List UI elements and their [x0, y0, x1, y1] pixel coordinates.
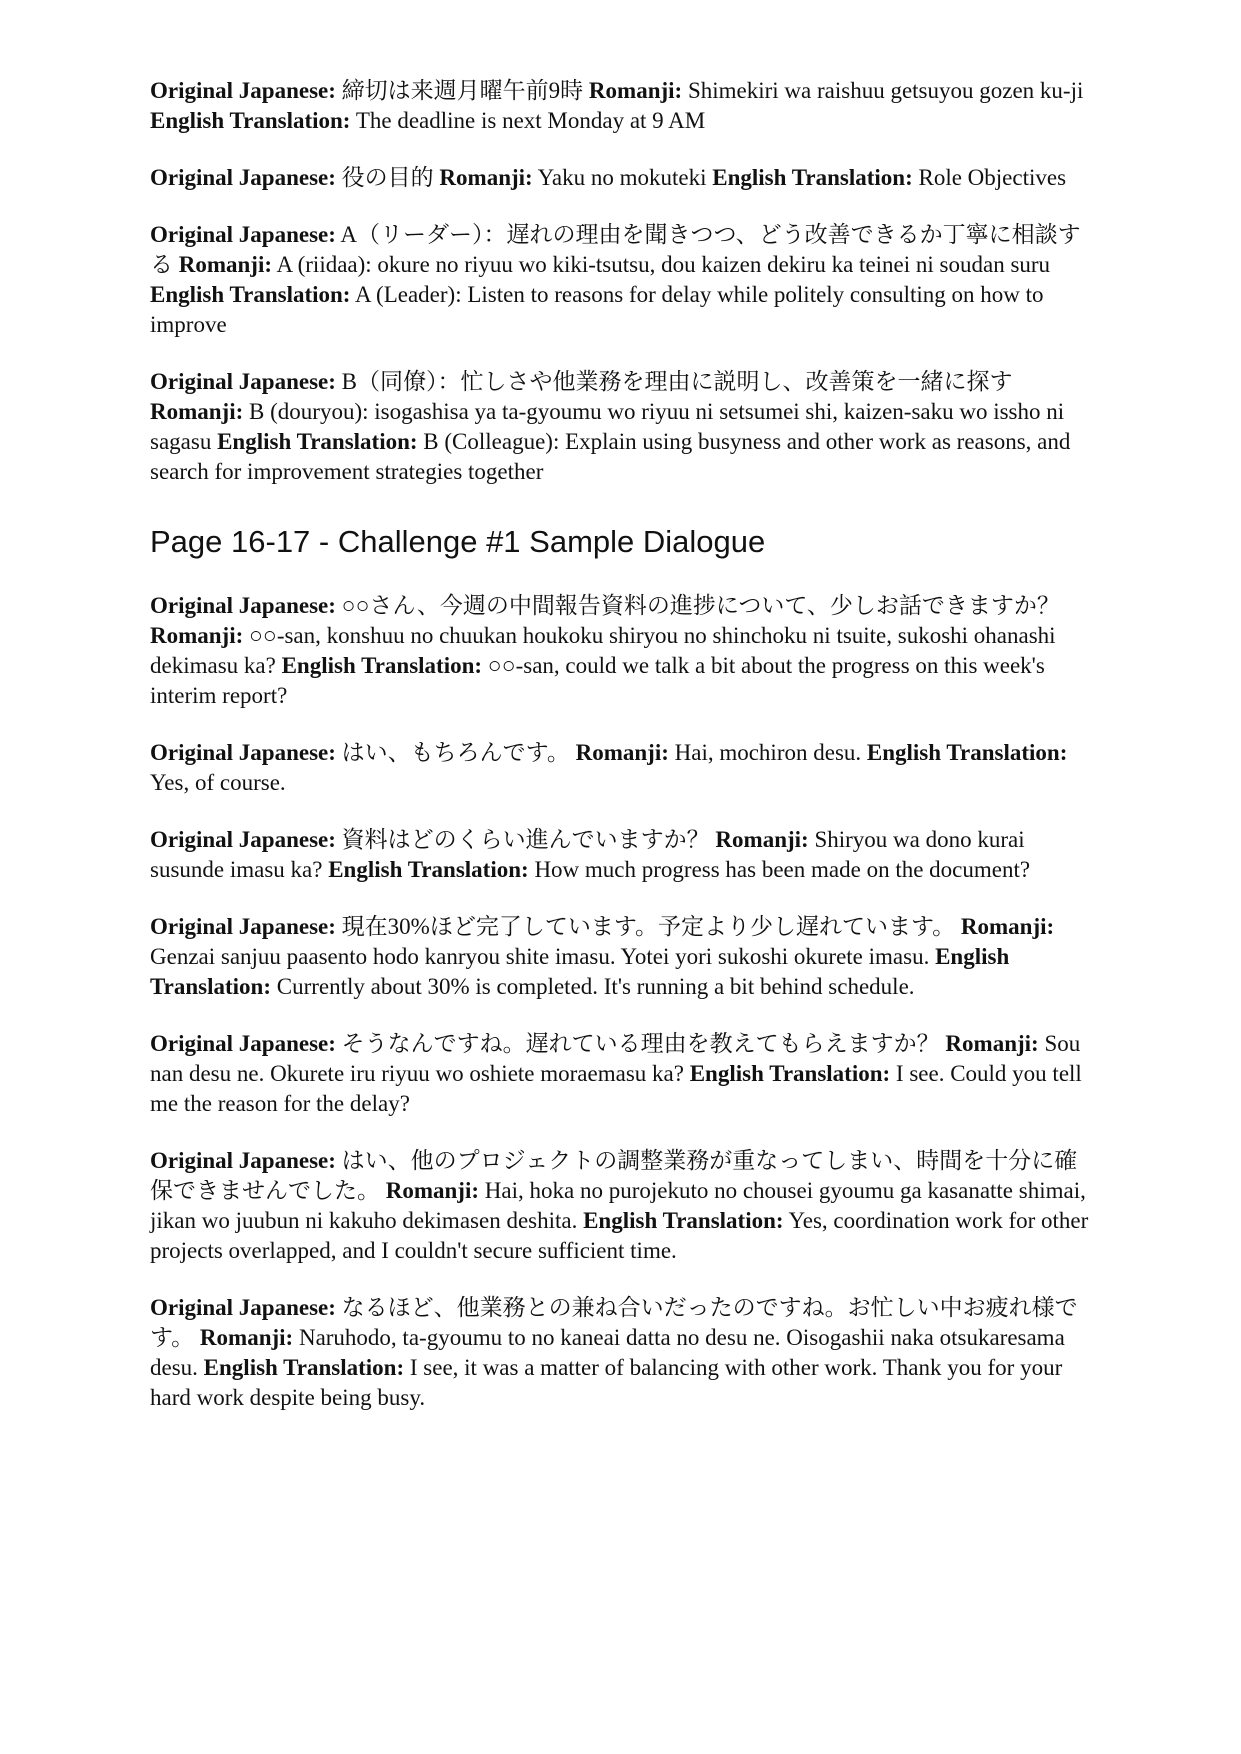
label-english-translation: English Translation: [150, 944, 1010, 999]
romanji-text: Sou nan desu ne. Okurete iru riyuu wo oshiete moraemasu ka? [150, 1031, 1081, 1086]
document-page [150, 76, 1100, 1440]
dialogue-line [150, 1029, 1100, 1119]
entry-deadline [150, 76, 1100, 136]
japanese-text: 役の目的 [341, 165, 434, 190]
english-text: A (Leader): Listen to reasons for delay while politely consulting on how to improve [150, 282, 1044, 337]
label-english-translation: English Translation: [281, 653, 483, 678]
japanese-text: 資料はどのくらい進んでいますか？ [341, 827, 710, 852]
japanese-text: ○○さん、今週の中間報告資料の進捗について、少しお話できますか？ [341, 593, 1060, 618]
romanji-text: ○○-san, konshuu no chuukan houkoku shiryou no shinchoku ni tsuite, sukoshi ohanashi dekimasu ka? [150, 623, 1056, 678]
japanese-text: 現在30%ほど完了しています。予定より少し遅れています。 [341, 914, 956, 939]
romanji-text: Shiryou wa dono kurai susunde imasu ka? [150, 827, 1025, 882]
label-original-japanese: Original Japanese: [150, 1031, 336, 1056]
label-original-japanese: Original Japanese: [150, 222, 336, 247]
english-text: Role Objectives [918, 165, 1067, 190]
label-original-japanese: Original Japanese: [150, 740, 336, 765]
japanese-text: A（リーダー）：遅れの理由を聞きつつ、どう改善できるか丁寧に相談する [150, 222, 1081, 277]
label-english-translation: English Translation: [217, 429, 418, 454]
romanji-text: A (riidaa): okure no riyuu wo kiki-tsutsu, dou kaizen dekiru ka teinei ni soudan suru [276, 252, 1051, 277]
label-original-japanese: Original Japanese: [150, 827, 336, 852]
entry-role-a-leader [150, 220, 1100, 340]
romanji-text: Yaku no mokuteki [537, 165, 707, 190]
label-romanji: Romanji: [385, 1178, 480, 1203]
japanese-text: はい、他のプロジェクトの調整業務が重なってしまい、時間を十分に確保できませんでした。 [150, 1148, 1078, 1203]
label-original-japanese: Original Japanese: [150, 78, 336, 103]
label-english-translation: English Translation: [866, 740, 1068, 765]
english-text: I see, it was a matter of balancing with other work. Thank you for your hard work despite being busy. [150, 1355, 1063, 1410]
japanese-text: B（同僚）：忙しさや他業務を理由に説明し、改善策を一緒に探す [341, 369, 1013, 394]
label-original-japanese: Original Japanese: [150, 1295, 336, 1320]
romanji-text: Shimekiri wa raishuu getsuyou gozen ku-ji [687, 78, 1084, 103]
label-romanji: Romanji: [199, 1325, 294, 1350]
label-english-translation: English Translation: [712, 165, 913, 190]
label-romanji: Romanji: [575, 740, 669, 765]
english-text: Yes, of course. [150, 770, 286, 795]
label-english-translation: English Translation: [583, 1208, 784, 1233]
japanese-text: そうなんですね。遅れている理由を教えてもらえますか？ [341, 1031, 940, 1056]
dialogue-line [150, 825, 1100, 885]
dialogue-line [150, 591, 1100, 711]
entry-role-b-colleague [150, 367, 1100, 487]
label-english-translation: English Translation: [689, 1061, 891, 1086]
label-romanji: Romanji: [439, 165, 533, 190]
label-romanji: Romanji: [945, 1031, 1039, 1056]
label-english-translation: English Translation: [150, 108, 351, 133]
label-english-translation: English Translation: [203, 1355, 405, 1380]
english-text: How much progress has been made on the document? [534, 857, 1031, 882]
label-english-translation: English Translation: [328, 857, 529, 882]
label-english-translation: English Translation: [150, 282, 351, 307]
label-romanji: Romanji: [960, 914, 1055, 939]
label-romanji: Romanji: [150, 623, 244, 648]
dialogue-line [150, 738, 1100, 798]
romanji-text: B (douryou): isogashisa ya ta-gyoumu wo riyuu ni setsumei shi, kaizen-saku wo issho ni sagasu [150, 399, 1065, 454]
english-text: B (Colleague): Explain using busyness and other work as reasons, and search for improvement strategies together [150, 429, 1071, 484]
english-text: The deadline is next Monday at 9 AM [355, 108, 706, 133]
label-romanji: Romanji: [150, 399, 244, 424]
dialogue-line [150, 1293, 1100, 1413]
label-original-japanese: Original Japanese: [150, 593, 336, 618]
label-original-japanese: Original Japanese: [150, 1148, 336, 1173]
label-original-japanese: Original Japanese: [150, 165, 336, 190]
english-text: I see. Could you tell me the reason for the delay? [150, 1061, 1082, 1116]
romanji-text: Genzai sanjuu paasento hodo kanryou shite imasu. Yotei yori sukoshi okurete imasu. [150, 944, 930, 969]
romanji-text: Naruhodo, ta-gyoumu to no kaneai datta no desu ne. Oisogashii naka otsukaresama desu. [150, 1325, 1065, 1380]
label-romanji: Romanji: [588, 78, 683, 103]
entry-role-objectives [150, 163, 1100, 193]
label-original-japanese: Original Japanese: [150, 369, 336, 394]
japanese-text: なるほど、他業務との兼ね合いだったのですね。お忙しい中お疲れ様です。 [150, 1295, 1078, 1350]
english-text: Yes, coordination work for other projects overlapped, and I couldn't secure sufficient time. [150, 1208, 1089, 1263]
romanji-text: Hai, hoka no purojekuto no chousei gyoumu ga kasanatte shimai, jikan wo juubun ni kakuho dekimasen deshita. [150, 1178, 1086, 1233]
japanese-text: はい、もちろんです。 [341, 740, 570, 765]
japanese-text: 締切は来週月曜午前9時 [341, 78, 584, 103]
section-heading: Page 16-17 - Challenge #1 Sample Dialogue [150, 524, 766, 559]
english-text: Currently about 30% is completed. It's running a bit behind schedule. [276, 974, 915, 999]
label-romanji: Romanji: [715, 827, 809, 852]
label-romanji: Romanji: [178, 252, 273, 277]
dialogue-line [150, 1146, 1100, 1266]
dialogue-line [150, 912, 1100, 1002]
english-text: ○○-san, could we talk a bit about the progress on this week's interim report? [150, 653, 1045, 708]
label-original-japanese: Original Japanese: [150, 914, 336, 939]
romanji-text: Hai, mochiron desu. [674, 740, 862, 765]
